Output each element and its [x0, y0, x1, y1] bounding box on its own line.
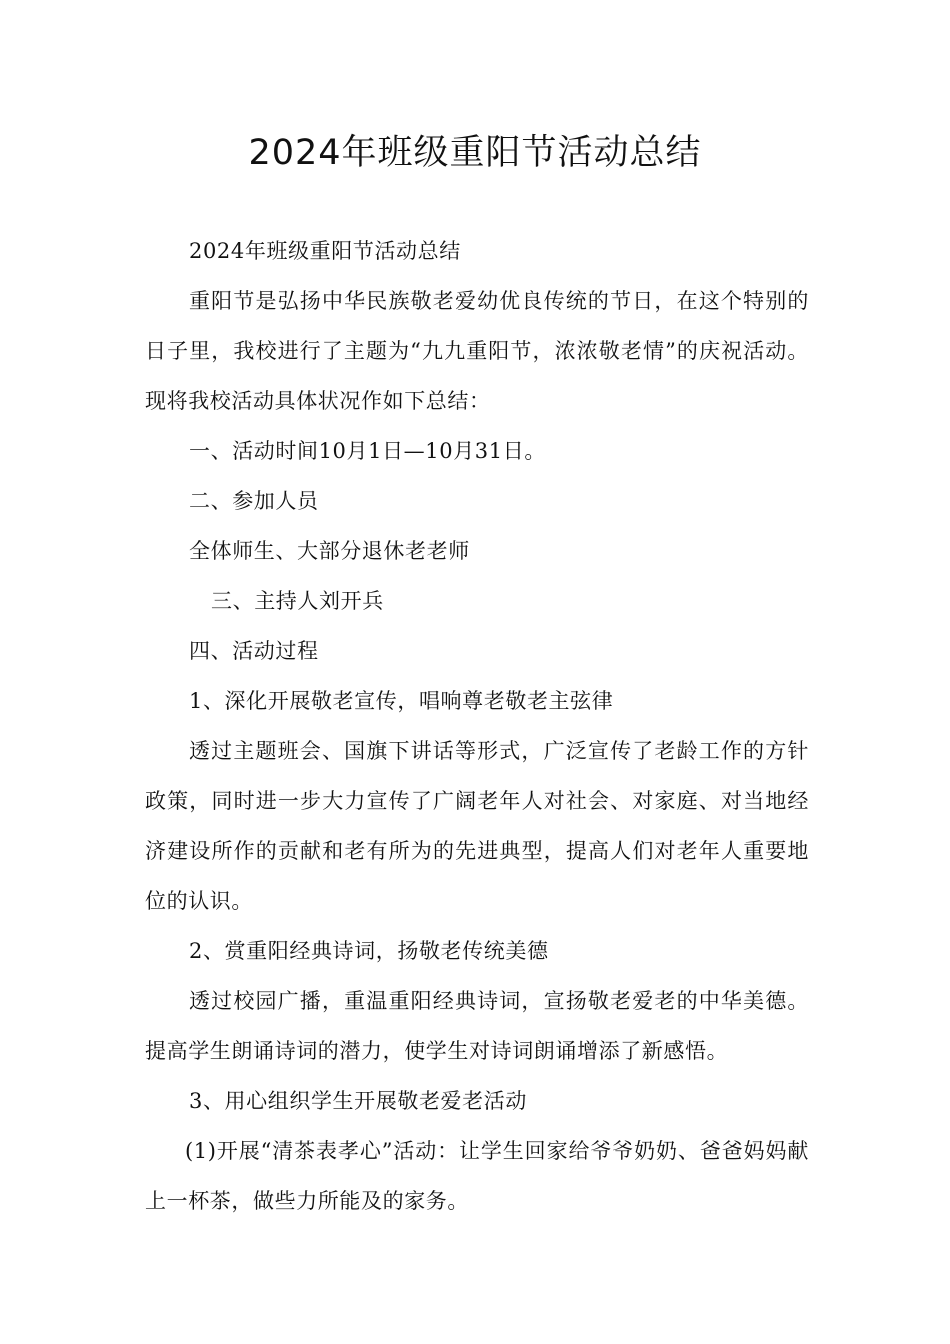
paragraph-item-3-sub-1: (1)开展“清茶表孝心”活动：让学生回家给爷爷奶奶、爸爸妈妈献上一杯茶，做些力所能及的家务。: [145, 1139, 809, 1213]
paragraph-participants-heading: 二、参加人员: [189, 489, 319, 513]
paragraph-item-3-heading: 3、用心组织学生开展敬老爱老活动: [189, 1089, 527, 1113]
paragraph-time: 一、活动时间10月1日—10月31日。: [189, 439, 546, 463]
paragraph-intro: 重阳节是弘扬中华民族敬老爱幼优良传统的节日，在这个特别的日子里，我校进行了主题为“九九重阳节，浓浓敬老情”的庆祝活动。现将我校活动具体状况作如下总结：: [145, 289, 809, 413]
paragraph-process-heading: 四、活动过程: [189, 639, 319, 663]
paragraph-item-1-heading: 1、深化开展敬老宣传，唱响尊老敬老主弦律: [189, 689, 614, 713]
document-body: [145, 226, 809, 1226]
paragraph-item-1-body: 透过主题班会、国旗下讲话等形式，广泛宣传了老龄工作的方针政策，同时进一步大力宣传了广阔老年人对社会、对家庭、对当地经济建设所作的贡献和老有所为的先进典型，提高人们对老年人重要地位的认识。: [145, 739, 809, 913]
paragraph-item-2-heading: 2、赏重阳经典诗词，扬敬老传统美德: [189, 939, 549, 963]
document-title: 2024年班级重阳节活动总结: [248, 133, 702, 173]
paragraph-host: 三、主持人刘开兵: [211, 589, 384, 613]
paragraph-subtitle: 2024年班级重阳节活动总结: [189, 239, 461, 263]
paragraph-item-2-body: 透过校园广播，重温重阳经典诗词，宣扬敬老爱老的中华美德。提高学生朗诵诗词的潜力，使学生对诗词朗诵增添了新感悟。: [145, 989, 809, 1063]
paragraph-participants: 全体师生、大部分退休老老师: [189, 539, 470, 563]
